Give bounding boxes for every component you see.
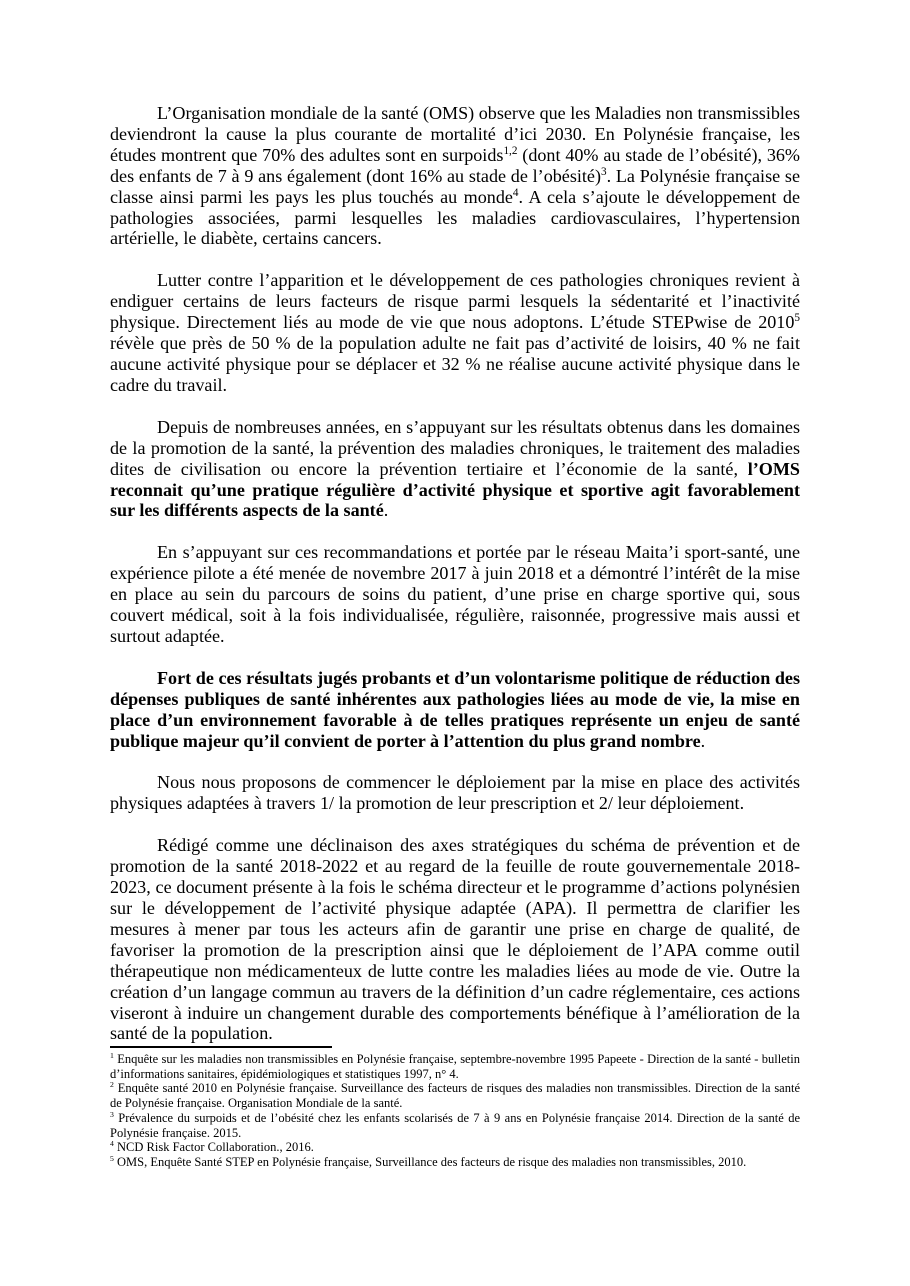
footnote-5 — [110, 1155, 800, 1170]
footnote-text: OMS, Enquête Santé STEP en Polynésie française, Surveillance des facteurs de risque des maladies non transmissibles, 2010. — [113, 1154, 747, 1169]
footnote-marker: 4 — [110, 1139, 114, 1149]
text-run: . A cela s’ajoute le développement de pathologies associées, parmi lesquelles les maladies cardiovasculaires, l’hypertension artérielle, le diabète, certains cancers. — [110, 186, 800, 249]
text-run: Fort de ces résultats jugés probants et d’un volontarisme politique de réduction des dépenses publiques de santé inhérentes aux pathologies liées au mode de vie, la mise en place d’un environnement favorable à de telles pratiques représente un enjeu de santé publique majeur qu’il convient de porter à l’attention du plus grand nombre — [110, 667, 800, 751]
text-run: . — [383, 500, 389, 521]
footnote-text: Prévalence du surpoids et de l’obésité chez les enfants scolarisés de 7 à 9 ans en Polynésie française 2014. Direction de la santé de Polynésie française. 2015. — [110, 1110, 800, 1140]
footnote-reference: 1,2 — [503, 144, 518, 157]
text-run: Rédigé comme une déclinaison des axes stratégiques du schéma de prévention et de promotion de la santé 2018-2022 et au regard de la feuille de route gouvernementale 2018-2023, ce document présente à la fois le schéma directeur et le programme d’actions polynésien sur le développement de l’activité physique adaptée (APA). Il permettra de clarifier les mesures à mener par tous les acteurs afin de garantir une prise en charge de qualité, de favoriser la promotion de la prescription ainsi que le déploiement de l’APA comme outil thérapeutique non médicamenteux de lutte contre les maladies liées au mode de vie. Outre la création d’un langage commun au travers de la définition d’un cadre réglementaire, ces actions viseront à induire un changement durable des comportements bénéfique à l’amélioration de la santé de la population. — [110, 835, 800, 1044]
paragraph-experience-pilote — [110, 542, 800, 647]
footnote-text: NCD Risk Factor Collaboration., 2016. — [113, 1140, 314, 1155]
footnote-2 — [110, 1081, 800, 1110]
footnote-text: Enquête santé 2010 en Polynésie française. Surveillance des facteurs de risques des maladies non transmissibles. Direction de la santé de Polynésie française. Organisation Mondiale de la santé. — [110, 1081, 800, 1111]
text-run: révèle que près de 50 % de la population adulte ne fait pas d’activité de loisirs, 40 % ne fait aucune activité physique pour se déplacer et 32 % ne réalise aucune activité physique dans le cadre du travail. — [110, 333, 800, 395]
text-run: Depuis de nombreuses années, en s’appuyant sur les résultats obtenus dans les domaines de la promotion de la santé, la prévention des maladies chroniques, le traitement des maladies dites de civilisation ou encore la prévention tertiaire et l’économie de la santé, — [110, 416, 800, 479]
text-run: . — [700, 730, 706, 751]
paragraph-proposition-deploiement — [110, 772, 800, 814]
footnote-4 — [110, 1140, 800, 1155]
footnotes-container — [110, 1052, 800, 1170]
text-run: (dont 40% au stade de l’obésité), 36% des enfants de 7 à 9 ans également (dont 16% au stade de l’obésité) — [110, 144, 801, 186]
paragraph-oms-observation — [110, 103, 800, 249]
footnote-reference: 4 — [512, 186, 519, 199]
footnote-1 — [110, 1052, 800, 1081]
text-run: l’OMS reconnait qu’une pratique régulière d’activité physique et sportive agit favorablement sur les différents aspects de la santé — [110, 458, 800, 521]
paragraph-reconnaissance-oms — [110, 417, 800, 522]
footnote-3 — [110, 1111, 800, 1140]
text-run: En s’appuyant sur ces recommandations et portée par le réseau Maita’i sport-santé, une expérience pilote a été menée de novembre 2017 à juin 2018 et a démontré l’intérêt de la mise en place au sein du parcours de soins du patient, d’une prise en charge sportive qui, sous couvert médical, soit à la fois individualisée, régulière, raisonnée, progressive mais aussi et surtout adaptée. — [110, 542, 800, 646]
text-run: L’Organisation mondiale de la santé (OMS) observe que les Maladies non transmissibles deviendront la cause la plus courante de mortalité d’ici 2030. En Polynésie française, les études montrent que 70% des adultes sont en surpoids — [110, 103, 800, 165]
paragraph-enjeu-sante-publique — [110, 668, 800, 752]
footnote-reference: 3 — [600, 165, 607, 178]
paragraph-facteurs-de-risque — [110, 270, 800, 395]
footnote-marker: 2 — [110, 1080, 114, 1090]
footnote-reference: 5 — [794, 312, 800, 325]
footnote-text: Enquête sur les maladies non transmissibles en Polynésie française, septembre-novembre 1995 Papeete - Direction de la santé - bulletin d’informations sanitaires, épidémiologiques et statistiques 1997, n° 4. — [110, 1052, 800, 1081]
text-run: Nous nous proposons de commencer le déploiement par la mise en place des activités physiques adaptées à travers 1/ la promotion de leur prescription et 2/ leur déploiement. — [110, 772, 800, 814]
footnote-marker: 5 — [110, 1153, 114, 1163]
footnote-marker: 1 — [110, 1050, 114, 1060]
text-run: . La Polynésie française se classe ainsi parmi les pays les plus touchés au monde — [110, 165, 800, 207]
footnote-marker: 3 — [110, 1109, 114, 1119]
document-body — [110, 103, 800, 1065]
text-run: Lutter contre l’apparition et le développement de ces pathologies chroniques revient à endiguer certains de leurs facteurs de risque parmi lesquels la sédentarité et l’inactivité physique. Directement liés au mode de vie que nous adoptons. L’étude STEPwise de 2010 — [110, 270, 800, 333]
footnotes-section — [110, 1046, 800, 1170]
footnote-separator — [110, 1046, 332, 1048]
paragraph-schema-directeur — [110, 835, 800, 1044]
